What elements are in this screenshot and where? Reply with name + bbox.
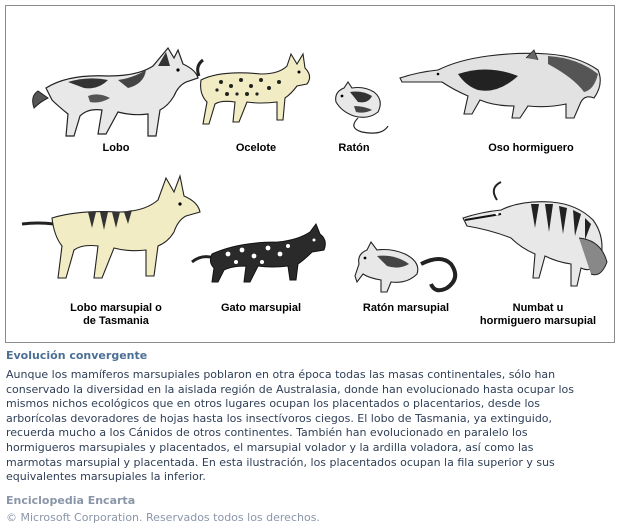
label-lobo-marsupial-line2: de Tasmania — [83, 315, 149, 327]
source-credit: Enciclopedia Encarta — [6, 494, 136, 507]
caption-line: arborícolas devoradores de hojas hasta los insectívoros ciegos. El lobo de Tasmania, ya extinguido, — [6, 411, 553, 425]
label-gato-marsupial: Gato marsupial — [220, 302, 302, 314]
illustration-panel — [5, 5, 615, 343]
caption-line: conservado la diversidad en la aislada región de Australasia, donde han evolucionado hasta ocupar los — [6, 382, 574, 396]
label-numbat-line1: Numbat u — [512, 302, 564, 314]
mouse-icon — [328, 78, 408, 138]
label-lobo-marsupial-line1: Lobo marsupial o — [70, 302, 162, 314]
caption-title: Evolución convergente — [6, 349, 148, 362]
thylacine-icon — [18, 166, 203, 291]
label-oso-hormiguero: Oso hormiguero — [488, 142, 574, 154]
wolf-icon — [28, 36, 208, 146]
label-raton: Ratón — [338, 142, 370, 154]
label-lobo: Lobo — [102, 142, 130, 154]
copyright-notice: © Microsoft Corporation. Reservados todos los derechos. — [6, 511, 320, 524]
caption-line: hormigueros marsupiales y placentados, el marsupial volador y la ardilla voladora, así como las — [6, 440, 534, 454]
ocelot-icon — [191, 46, 321, 136]
numbat-icon — [461, 178, 611, 293]
caption-line: recuerda mucho a los Cánidos de otros continentes. También han evolucionado en paralelo los — [6, 426, 528, 440]
caption-line: equivalentes marsupiales la inferior. — [6, 470, 206, 484]
caption-body — [6, 368, 604, 485]
caption-line: Aunque los mamíferos marsupiales poblaron en otra época todas las masas continentales, sólo han — [6, 368, 556, 381]
marsupial-mouse-icon — [351, 234, 466, 299]
quoll-icon — [188, 218, 328, 288]
label-raton-marsupial: Ratón marsupial — [362, 302, 450, 314]
caption-line: marmotas marsupial y placentada. En esta ilustración, los placentados ocupan la fila superior y sus — [6, 455, 555, 469]
label-numbat-line2: hormiguero marsupial — [479, 315, 597, 327]
label-ocelote: Ocelote — [235, 142, 277, 154]
caption-line: mismos nichos ecológicos que en otros lugares ocupan los placentados o placentarios, desde los — [6, 397, 540, 411]
anteater-icon — [398, 34, 608, 124]
